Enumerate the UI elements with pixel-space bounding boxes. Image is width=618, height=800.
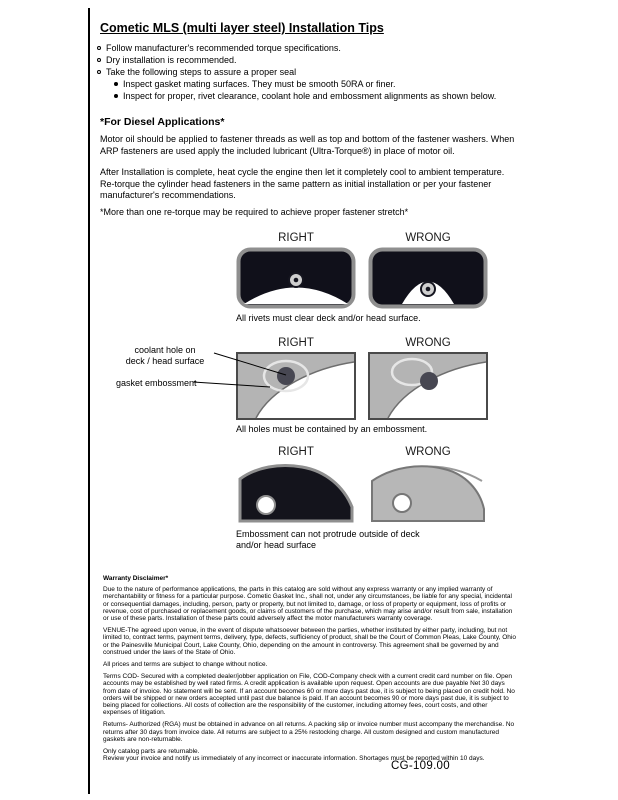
page-title: Cometic MLS (multi layer steel) Installation Tips (100, 21, 384, 35)
sub-tip-text: Inspect for proper, rivet clearance, coolant hole and embossment alignments as shown below. (123, 91, 497, 101)
warranty-paragraph: Terms COD- Secured with a completed dealer/jobber application on File, COD-Company check with a current credit card number on file. Open accounts may be established by well rated firms. A credit application is available upon request. Open accounts are due payable Net 30 days from date of invoice. No statement will be sent. If an account becomes 60 or more days past due, it is subject to being placed on credit hold. No orders will be shipped or new orders accepted until past due balance is paid. If an account becomes 90 or more days past due, it is subject to being placed for collections. All costs of collection are the responsibility of the customer, including attorney fees, court costs, and other expenses of litigation. (103, 673, 515, 717)
diesel-paragraph-1: Motor oil should be applied to fastener threads as well as top and bottom of the fastener washers. When ARP fasteners are used apply the included lubricant (Ultra-Torque®) in place of motor oil. (100, 134, 515, 156)
tip-text: Follow manufacturer's recommended torque specifications. (106, 43, 341, 53)
diagram-row1-panels (236, 247, 488, 309)
bore-hole-shape (393, 494, 411, 512)
hollow-bullet-icon (97, 70, 101, 74)
warranty-paragraph: Due to the nature of performance applications, the parts in this catalog are sold without any express warranty or any implied warranty of merchantability or fitness for a particular purpose. Cometic Gasket Inc., shall not, under any circumstances, be liable for any special, incidental or consequential damages, including, person, party or property, but not limited to, damage, or loss of property or equipment, loss of profits or revenue, cost of purchased or replacement goods, or claims of customers of the purchase, which may arise and/or result from sale, installation or use of these parts. Installation of these parts could adversely affect the motor manufacturers warranty coverage. (103, 586, 513, 623)
diagram-row1-caption: All rivets must clear deck and/or head surface. (236, 313, 421, 323)
wrong-label: WRONG (405, 232, 451, 244)
warranty-paragraph: Review your invoice and notify us immediately of any incorrect or inaccurate information. Shortages must be reported within 10 days. (103, 755, 485, 763)
rivet-center-icon (426, 287, 431, 292)
diagram-row3-caption: Embossment can not protrude outside of deck and/or head surface (236, 529, 420, 550)
embossment-protrusion-wrong-diagram (368, 461, 488, 525)
tip-text: Dry installation is recommended. (106, 55, 237, 65)
embossment-containment-wrong-diagram (368, 352, 488, 420)
diesel-paragraph-2: After Installation is complete, heat cycle the engine then let it completely cool to ambient temperature. Re-torque the cylinder head fasteners in the same pattern as initial installation or per your fastener manufacturer's recommendations. (100, 167, 505, 200)
diagram-row1-headers (236, 231, 488, 245)
page-code: CG-109.00 (391, 760, 450, 772)
warranty-paragraph: Returns- Authorized (RGA) must be obtained in advance on all returns. A packing slip or invoice number must accompany the merchandise. No returns after 30 days from invoice date. All returns are subject to a 25% restocking charge. All custom designed and custom manufactured gaskets are non-returnable. (103, 721, 515, 743)
wrong-label: WRONG (405, 446, 451, 458)
sub-tip-item (114, 90, 496, 102)
coolant-hole-pointer-line (214, 353, 286, 375)
right-label: RIGHT (278, 446, 314, 458)
tip-item (97, 66, 496, 78)
gasket-shape (240, 466, 352, 522)
retorque-note: *More than one re-torque may be required to achieve proper fastener stretch* (100, 207, 409, 217)
installation-tips-list (97, 42, 496, 102)
coolant-hole-shape (420, 372, 438, 390)
diagram-row3-panels (236, 461, 488, 525)
embossment-pointer-line (193, 382, 270, 387)
diagram-row2-caption: All holes must be contained by an embossment. (236, 424, 428, 434)
coolant-hole-label-line1: coolant hole on (134, 345, 196, 355)
right-label: RIGHT (278, 337, 314, 349)
hollow-bullet-icon (97, 58, 101, 62)
tip-text: Take the following steps to assure a proper seal (106, 67, 297, 77)
warranty-paragraph: VENUE-The agreed upon venue, in the event of dispute whatsoever between the parties, whether instituted by either party, including, but not limited to, contract terms, payment terms, delivery, type, defects, sufficiency of product, shall be the Court of Common Pleas, Lake County, Ohio or the Painesville Municipal Court, Lake County, Ohio, depending on the amount in controversy. This agreement shall be governed by and construed under the laws of the State of Ohio. (103, 627, 516, 656)
warranty-heading: Warranty Disclaimer* (103, 575, 169, 582)
rivet-center-icon (294, 278, 299, 283)
warranty-paragraph: All prices and terms are subject to change without notice. (103, 661, 268, 669)
diagram-row2-headers (236, 336, 488, 350)
bullet-icon (114, 94, 118, 98)
warranty-paragraph: Only catalog parts are returnable. (103, 748, 200, 756)
tip-item (97, 54, 496, 66)
callout-pointer-lines (190, 350, 300, 395)
diesel-applications-heading: *For Diesel Applications* (100, 116, 225, 128)
warranty-section (103, 575, 517, 767)
gasket-embossment-label: gasket embossment (116, 378, 197, 388)
embossment-protrusion-right-diagram (236, 461, 356, 525)
left-margin-rule (88, 8, 90, 794)
bore-hole-shape (257, 496, 275, 514)
sub-tip-text: Inspect gasket mating surfaces. They must be smooth 50RA or finer. (123, 79, 396, 89)
right-label: RIGHT (278, 232, 314, 244)
bullet-icon (114, 82, 118, 86)
wrong-label: WRONG (405, 337, 451, 349)
tip-item (97, 42, 496, 54)
diagram-row3-headers (236, 445, 488, 459)
rivet-clearance-wrong-diagram (368, 247, 488, 309)
hollow-bullet-icon (97, 46, 101, 50)
coolant-hole-label-line2: deck / head surface (125, 355, 205, 366)
rivet-clearance-right-diagram (236, 247, 356, 309)
sub-tip-item (114, 78, 496, 90)
